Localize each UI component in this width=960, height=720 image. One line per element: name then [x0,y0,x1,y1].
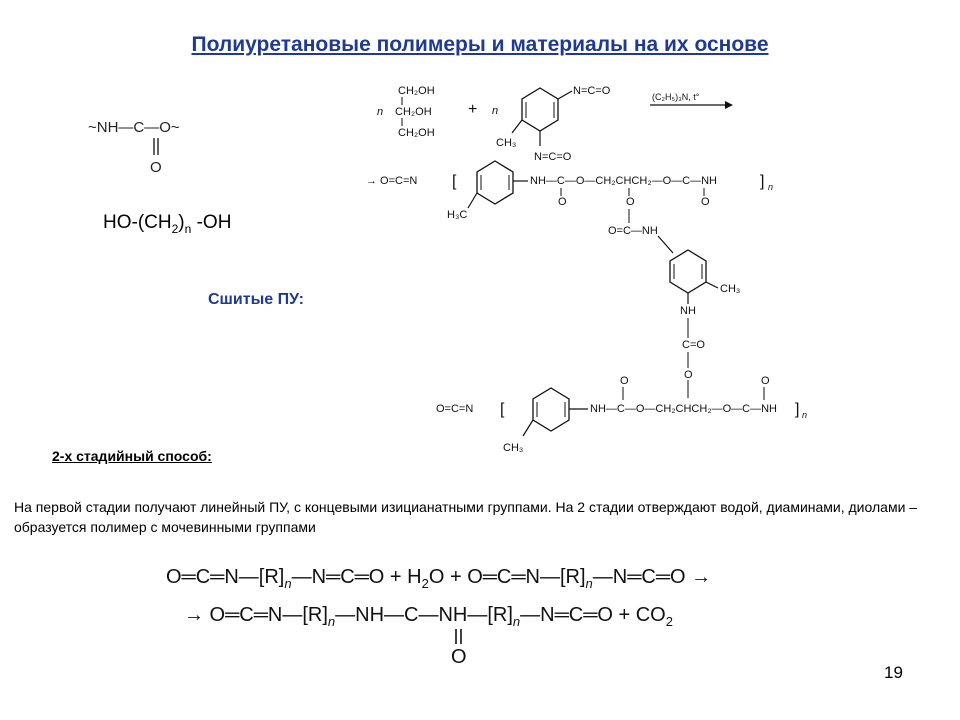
chain1-link: NH—C—O—CH₂CHCH₂—O—C—NH [530,175,717,187]
eq2-part-b: —NH—C—NH—[R] [335,604,513,626]
urethane-carbonyl-o: O [150,159,162,176]
tdi-ring [522,88,558,131]
formula-sub-2: 2 [171,221,179,236]
diol-formula [103,212,231,236]
description-paragraph: На первой стадии получают линейный ПУ, с концевыми изицианатными группами. На 2 стадии отверждают водой, диаминами, диолами – образуется полимер с мочевинными группами [14,499,918,535]
branch-bond-nh-ring [658,236,673,253]
eq2-part-c: —N═C═O + CO [520,604,666,626]
branch-ch3: CH₃ [720,283,741,295]
chain1-o1: O [558,196,567,208]
tdi-ch3: CH₃ [496,137,517,149]
eq2-part-a: → O═C═N—[R] [184,604,328,626]
chain1-o2: O [626,196,635,208]
reaction-arrow-head [725,101,733,109]
eq1-n2: n [585,576,593,591]
chain1-start: → O=C=N [366,175,418,187]
eq1-part-d: —N═C═O → [592,566,712,588]
chain2-bracket-close: ] [795,401,800,418]
eq1-a [166,566,711,591]
urethane-chain: ~NH—C—O~ [88,119,180,136]
reagent-n2: n [492,105,499,117]
crosslinking-scheme [340,78,810,458]
chain1-bracket-open: [ [452,173,457,190]
branch-ring [670,250,706,293]
reagent-n1: n [377,106,384,118]
method-label: 2-х стадийный способ: [52,448,212,464]
urethane-group-figure [70,100,230,190]
crosslinked-label: Сшитые ПУ: [208,291,304,308]
page-number: 19 [884,663,903,682]
chain1-bracket-close: ] [760,173,765,190]
eq1-part-a: O═C═N—[R] [166,566,285,588]
chain2-bracket-open: [ [500,401,505,418]
tdi-bond-nco-top [558,91,572,99]
chain2-n: n [802,410,808,420]
formula-base: HO-(CH [103,212,172,233]
chain2-ch3: CH₃ [503,442,524,454]
glycerol-ch2oh-bottom: CH₂OH [398,127,435,139]
reagent-plus: + [468,101,478,118]
chain1-ring-ch3-bond [468,193,477,208]
eq2-n1: n [327,614,336,629]
tdi-nco-top: N=C=O [573,85,611,97]
branch-o: O [684,369,693,381]
chain2-ring-ch3-bond [523,420,533,436]
eq1-n1: n [284,576,292,591]
branch-co: C=O [682,339,705,351]
eq1-part-b: —N═C═O + H [291,566,422,588]
glycerol-choh: CH₂OH [395,106,432,118]
eq1-part-c: O + O═C═N—[R] [428,566,586,588]
chain2-o2: O [761,375,770,387]
eq2-a [184,604,673,629]
eq2-carbonyl-o: O [451,646,467,668]
slide-title: Полиуретановые полимеры и материалы на их основе [191,33,769,56]
chain1-ring [477,161,513,204]
formula-end: -OH [191,212,232,233]
chain2-ring [533,388,569,431]
tdi-nco-bottom: N=C=O [534,151,572,163]
formula-sub-n: n [184,221,192,236]
formula-mid: ) [178,212,185,233]
tdi-bond-ch3 [512,120,522,133]
catalyst-label: (C₂H₅)₃N, t° [652,92,700,102]
branch-ring-ch3-bond [706,282,718,288]
chain2-start: O=C=N [436,403,474,415]
branch-oc-nh: O=C—NH [608,225,658,237]
curing-equation [160,555,880,670]
eq1-sub2: 2 [421,576,429,591]
chain2-link: NH—C—O—CH₂CHCH₂—O—C—NH [590,403,777,415]
chain1-n: n [768,182,774,192]
eq2-n2: n [512,614,521,629]
branch-nh: NH [680,305,696,317]
glycerol-ch2oh-top: CH₂OH [398,85,435,97]
eq2-sub2: 2 [665,614,673,629]
chain2-o1: O [620,375,629,387]
chain1-h3c: H₃C [447,209,468,221]
chain1-o3: O [701,196,710,208]
